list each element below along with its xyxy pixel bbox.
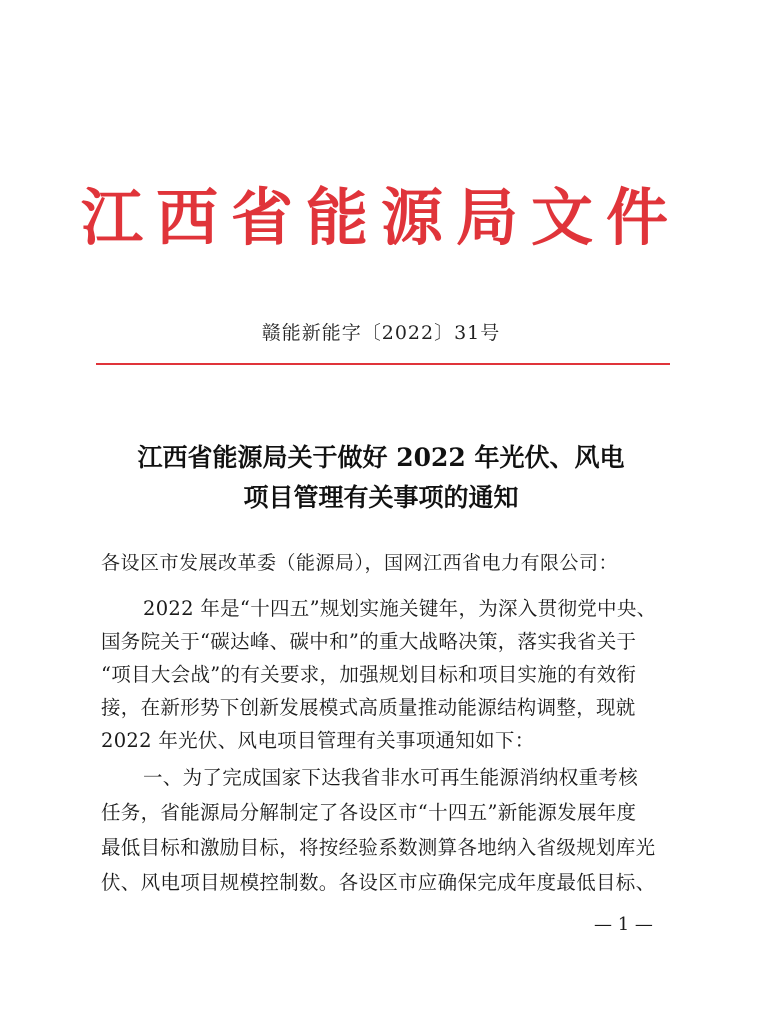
issuing-authority-header: 江西省能源局文件 xyxy=(80,181,681,254)
body-line: “项目大会战”的有关要求，加强规划目标和项目实施的有效衔 xyxy=(101,663,637,686)
notice-title-line-1: 江西省能源局关于做好 2022 年光伏、风电 xyxy=(137,443,625,472)
salutation: 各设区市发展改革委（能源局），国网江西省电力有限公司： xyxy=(101,552,619,574)
body-line: 伏、风电项目规模控制数。各设区市应确保完成年度最低目标、 xyxy=(101,871,656,894)
body-line: 一、为了完成国家下达我省非水可再生能源消纳权重考核 xyxy=(143,766,639,789)
body-line: 接，在新形势下创新发展模式高质量推动能源结构调整，现就 xyxy=(101,696,636,719)
body-line: 任务，省能源局分解制定了各设区市“十四五”新能源发展年度 xyxy=(101,801,637,824)
notice-title xyxy=(0,438,762,518)
body-line: 2022 年光伏、风电项目管理有关事项通知如下： xyxy=(101,729,535,752)
body-line: 最低目标和激励目标，将按经验系数测算各地纳入省级规划库光 xyxy=(101,836,656,859)
document-number: 赣能新能字〔2022〕31号 xyxy=(261,322,501,344)
red-divider-line xyxy=(96,363,670,365)
notice-title-line-2: 项目管理有关事项的通知 xyxy=(243,483,519,512)
body-line: 2022 年是“十四五”规划实施关键年，为深入贯彻党中央、 xyxy=(143,597,657,620)
page-number: — 1 — xyxy=(594,914,653,935)
body-line: 国务院关于“碳达峰、碳中和”的重大战略决策，落实我省关于 xyxy=(101,630,637,653)
